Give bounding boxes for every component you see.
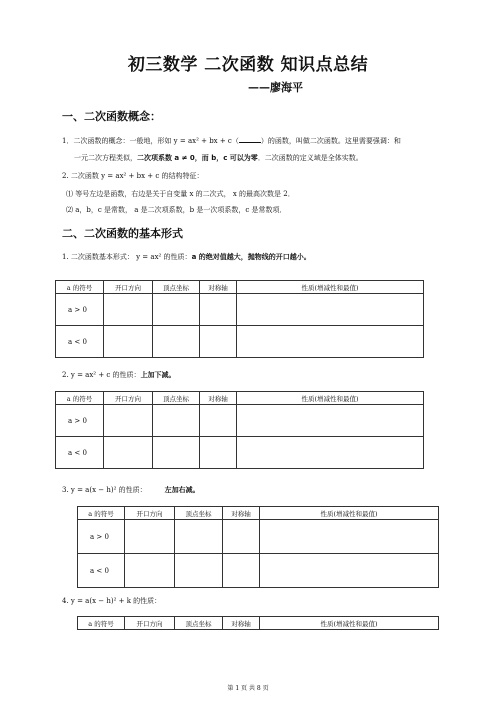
row-a-positive: a > 0	[56, 294, 104, 326]
table-cell	[104, 294, 153, 326]
paragraph-1-text-d: ．二次函数的定义域是全体实数。	[257, 154, 363, 162]
table-cell	[200, 294, 237, 326]
form-1-line	[62, 253, 311, 262]
table-cell	[223, 520, 260, 554]
row-a-negative: a < 0	[56, 326, 104, 358]
form-1-text: 1. 二次函数基本形式： y = ax² 的性质：	[62, 253, 192, 261]
paragraph-2: 2. 二次函数 y = ax² + bx + c 的结构特征：	[62, 172, 204, 180]
table-cell	[153, 405, 200, 437]
header-vertex: 顶点坐标	[153, 392, 200, 405]
paragraph-1-text-a: 1．二次函数的概念：一般地，形如 y = ax² + bx + c（	[62, 137, 239, 145]
table-cell	[200, 405, 237, 437]
header-props: 性质(增减性和最值)	[260, 507, 439, 520]
properties-table-2	[55, 391, 424, 469]
table-cell	[104, 326, 153, 358]
paragraph-1-text-c: 一元二次方程类似，	[74, 154, 137, 162]
form-1-emphasis: a 的绝对值越大，抛物线的开口越小。	[191, 253, 311, 261]
table-cell	[125, 520, 175, 554]
section1-heading: 一、二次函数概念：	[62, 110, 161, 123]
form-2-line	[62, 371, 176, 380]
header-props: 性质(增减性和最值)	[237, 281, 424, 294]
paragraph-2-item-2: ⑵ a，b，c 是常数， a 是二次项系数，b 是一次项系数，c 是常数项．	[66, 206, 287, 214]
table-cell	[153, 437, 200, 469]
row-a-negative: a < 0	[56, 437, 104, 469]
table-cell	[223, 554, 260, 588]
row-a-negative: a < 0	[78, 554, 125, 588]
table-cell	[237, 294, 424, 326]
paragraph-2-item-1: ⑴ 等号左边是函数，右边是关于自变量 x 的二次式， x 的最高次数是 2．	[66, 190, 295, 198]
form-4-line: 4. y = a(x − h)² + k 的性质：	[62, 597, 162, 605]
section2-heading: 二、二次函数的基本形式	[62, 227, 183, 240]
form-2-emphasis: 上加下减。	[140, 371, 176, 379]
properties-table-3	[77, 506, 439, 588]
header-axis: 对称轴	[200, 281, 237, 294]
table-cell	[153, 294, 200, 326]
properties-table-4	[77, 616, 439, 630]
form-3-line	[62, 486, 200, 495]
table-cell	[104, 405, 153, 437]
form-2-text: 2. y = ax² + c 的性质：	[62, 371, 141, 379]
header-axis: 对称轴	[223, 617, 260, 630]
table-cell	[237, 326, 424, 358]
table-cell	[237, 405, 424, 437]
paragraph-1-line-1	[62, 136, 401, 146]
header-props: 性质(增减性和最值)	[237, 392, 424, 405]
table-cell	[260, 520, 439, 554]
page-footer: 第 1 页 共 8 页	[227, 685, 269, 692]
header-vertex: 顶点坐标	[153, 281, 200, 294]
header-sign: a 的符号	[78, 507, 125, 520]
header-direction: 开口方向	[104, 392, 153, 405]
properties-table-1	[55, 280, 424, 358]
table-cell	[175, 554, 223, 588]
document-title: 初三数学 二次函数 知识点总结	[127, 55, 369, 75]
paragraph-1-emphasis: 二次项系数 a ≠ 0，而 b，c 可以为零	[137, 154, 258, 162]
header-direction: 开口方向	[125, 617, 175, 630]
header-axis: 对称轴	[200, 392, 237, 405]
row-a-positive: a > 0	[56, 405, 104, 437]
author-line: ——廖海平	[248, 81, 303, 94]
header-props: 性质(增减性和最值)	[260, 617, 439, 630]
table-cell	[237, 437, 424, 469]
header-sign: a 的符号	[78, 617, 125, 630]
header-direction: 开口方向	[104, 281, 153, 294]
form-3-emphasis: 左加右减。	[164, 486, 200, 494]
answer-blank	[239, 136, 261, 143]
paragraph-1-text-b: ）的函数，叫做二次函数。这里需要强调：和	[260, 137, 401, 145]
paragraph-1-line-2	[74, 154, 363, 163]
table-cell	[260, 554, 439, 588]
table-cell	[153, 326, 200, 358]
header-sign: a 的符号	[56, 281, 104, 294]
header-vertex: 顶点坐标	[175, 507, 223, 520]
table-cell	[175, 520, 223, 554]
header-direction: 开口方向	[125, 507, 175, 520]
table-cell	[104, 437, 153, 469]
form-3-text: 3. y = a(x − h)² 的性质：	[62, 486, 147, 494]
header-sign: a 的符号	[56, 392, 104, 405]
table-cell	[200, 437, 237, 469]
header-axis: 对称轴	[223, 507, 260, 520]
table-cell	[125, 554, 175, 588]
table-cell	[200, 326, 237, 358]
row-a-positive: a > 0	[78, 520, 125, 554]
header-vertex: 顶点坐标	[175, 617, 223, 630]
